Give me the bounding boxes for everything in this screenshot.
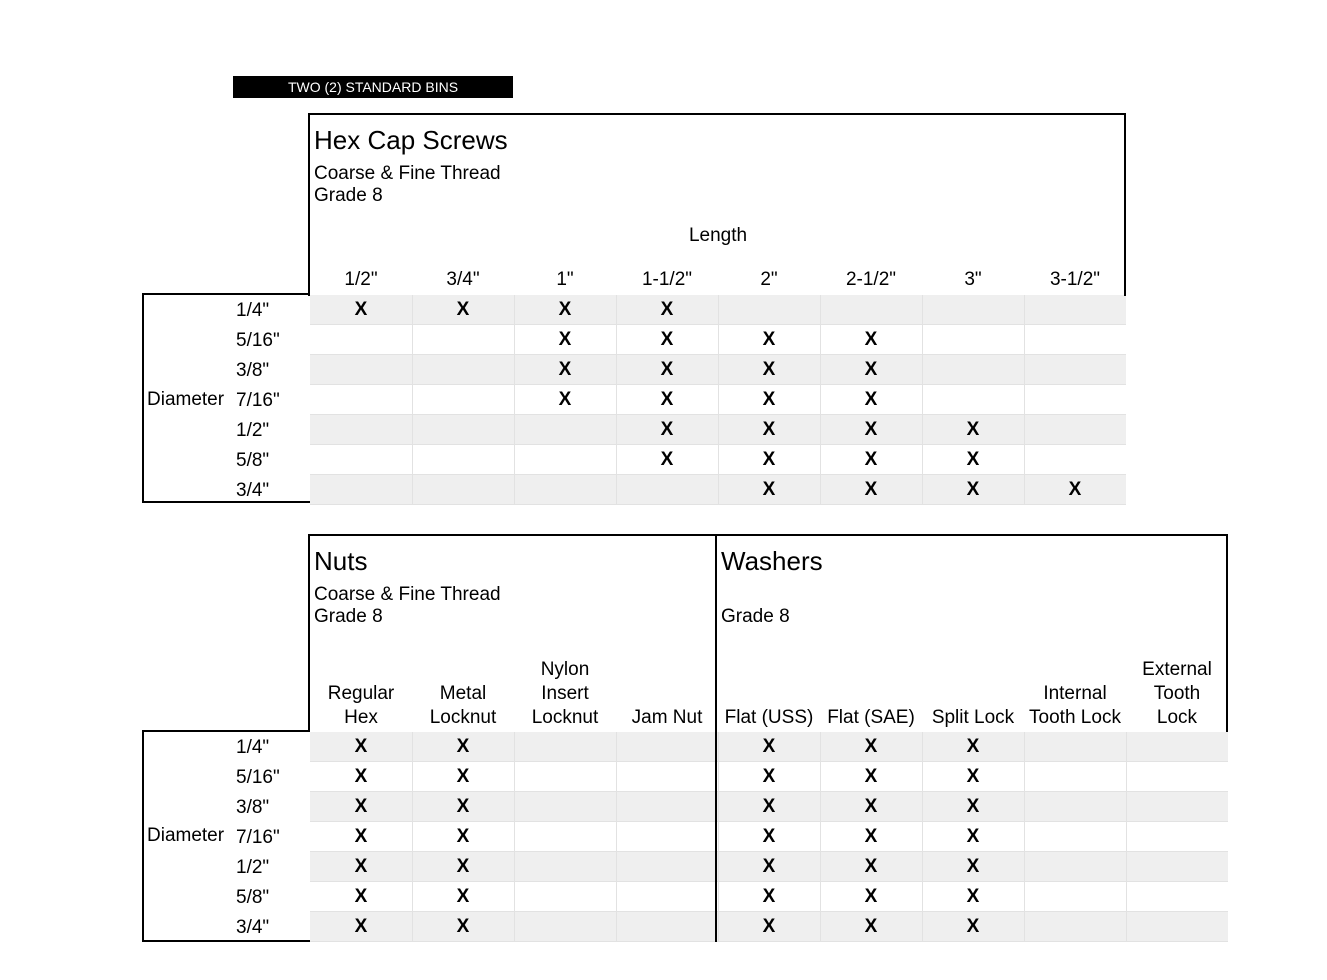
bottom-row-label: 1/4" xyxy=(236,737,270,758)
hex-column-header: 1/2" xyxy=(344,269,378,290)
bottom-mark: X xyxy=(762,736,776,757)
nuts-column-header: Insert xyxy=(541,683,589,704)
hex-mark: X xyxy=(966,449,980,470)
hex-mark: X xyxy=(660,359,674,380)
hex-mark: X xyxy=(864,449,878,470)
hex-mark: X xyxy=(762,479,776,500)
hex-mark: X xyxy=(864,479,878,500)
hex-mark: X xyxy=(762,389,776,410)
bottom-mark: X xyxy=(354,766,368,787)
hex-column-divider xyxy=(514,295,515,505)
bottom-mark: X xyxy=(354,886,368,907)
hex-mark: X xyxy=(660,389,674,410)
hex-column-divider xyxy=(922,295,923,505)
bottom-mark: X xyxy=(456,856,470,877)
bottom-mark: X xyxy=(456,916,470,937)
bottom-column-divider xyxy=(412,732,413,942)
nuts-subtitle-thread: Coarse & Fine Thread xyxy=(314,584,501,605)
bottom-column-divider xyxy=(718,732,719,942)
hex-column-header: 3/4" xyxy=(446,269,480,290)
bottom-mark: X xyxy=(966,766,980,787)
hex-mark: X xyxy=(864,389,878,410)
hex-column-divider xyxy=(718,295,719,505)
bottom-mark: X xyxy=(864,886,878,907)
nuts-washers-divider xyxy=(715,534,717,942)
bottom-row-label: 3/8" xyxy=(236,797,270,818)
hex-column-divider xyxy=(1024,295,1025,505)
hex-mark: X xyxy=(966,479,980,500)
bottom-mark: X xyxy=(966,886,980,907)
bottom-mark: X xyxy=(456,826,470,847)
hex-length-label: Length xyxy=(688,225,748,246)
bottom-column-divider xyxy=(1024,732,1025,942)
washers-title: Washers xyxy=(721,546,823,576)
bottom-row-label: 1/2" xyxy=(236,857,270,878)
hex-column-header: 2-1/2" xyxy=(845,269,897,290)
nuts-column-header: Hex xyxy=(344,707,378,728)
bottom-mark: X xyxy=(354,796,368,817)
hex-column-header: 3" xyxy=(964,269,982,290)
hex-row-label: 3/4" xyxy=(236,480,270,501)
washers-column-header: Lock xyxy=(1156,707,1198,728)
hex-column-header: 2" xyxy=(760,269,778,290)
washers-column-header: Tooth xyxy=(1153,683,1201,704)
bottom-mark: X xyxy=(966,916,980,937)
hex-diameter-label: Diameter xyxy=(147,389,225,410)
hex-mark: X xyxy=(660,449,674,470)
hex-mark: X xyxy=(558,389,572,410)
bottom-mark: X xyxy=(966,856,980,877)
hex-subtitle-grade: Grade 8 xyxy=(314,185,383,206)
bottom-mark: X xyxy=(864,826,878,847)
bottom-mark: X xyxy=(966,736,980,757)
nuts-column-header: Jam Nut xyxy=(631,707,703,728)
washers-column-header: Flat (USS) xyxy=(724,707,814,728)
washers-column-header: Internal xyxy=(1043,683,1107,704)
hex-row-label: 5/8" xyxy=(236,450,270,471)
washers-column-header: Tooth Lock xyxy=(1029,707,1121,728)
hex-column-divider xyxy=(820,295,821,505)
bottom-mark: X xyxy=(864,916,878,937)
washers-column-header: Flat (SAE) xyxy=(827,707,915,728)
hex-mark: X xyxy=(354,299,368,320)
hex-row-label: 3/8" xyxy=(236,360,270,381)
bottom-mark: X xyxy=(456,886,470,907)
washers-column-header: External xyxy=(1142,659,1212,680)
bottom-mark: X xyxy=(762,856,776,877)
hex-mark: X xyxy=(864,329,878,350)
bottom-mark: X xyxy=(354,856,368,877)
hex-mark: X xyxy=(660,419,674,440)
bottom-mark: X xyxy=(762,916,776,937)
bottom-mark: X xyxy=(456,736,470,757)
hex-mark: X xyxy=(762,359,776,380)
hex-mark: X xyxy=(660,299,674,320)
bottom-column-divider xyxy=(820,732,821,942)
bottom-column-divider xyxy=(1126,732,1127,942)
hex-mark: X xyxy=(864,359,878,380)
nuts-column-header: Nylon xyxy=(540,659,590,680)
bottom-column-divider xyxy=(616,732,617,942)
nuts-column-header: Locknut xyxy=(429,707,497,728)
bottom-mark: X xyxy=(354,916,368,937)
bottom-mark: X xyxy=(354,826,368,847)
hex-row-label: 7/16" xyxy=(236,390,280,411)
nuts-subtitle-grade: Grade 8 xyxy=(314,606,383,627)
bottom-mark: X xyxy=(762,796,776,817)
bottom-mark: X xyxy=(864,766,878,787)
hex-mark: X xyxy=(762,419,776,440)
hex-mark: X xyxy=(762,329,776,350)
bottom-mark: X xyxy=(354,736,368,757)
bottom-mark: X xyxy=(864,856,878,877)
hex-mark: X xyxy=(966,419,980,440)
hex-mark: X xyxy=(558,299,572,320)
hex-mark: X xyxy=(864,419,878,440)
bottom-mark: X xyxy=(762,826,776,847)
hex-row-label: 1/2" xyxy=(236,420,270,441)
bottom-mark: X xyxy=(966,826,980,847)
hex-title: Hex Cap Screws xyxy=(314,125,508,155)
hex-column-divider xyxy=(412,295,413,505)
bottom-row-label: 5/16" xyxy=(236,767,280,788)
bottom-mark: X xyxy=(762,766,776,787)
hex-column-header: 1" xyxy=(556,269,574,290)
bottom-diameter-label: Diameter xyxy=(147,825,225,846)
bottom-column-divider xyxy=(514,732,515,942)
hex-column-header: 3-1/2" xyxy=(1049,269,1101,290)
nuts-column-header: Metal xyxy=(439,683,487,704)
hex-mark: X xyxy=(660,329,674,350)
hex-row-label: 1/4" xyxy=(236,300,270,321)
washers-subtitle-grade: Grade 8 xyxy=(721,606,790,627)
bottom-row-label: 7/16" xyxy=(236,827,280,848)
bottom-column-divider xyxy=(922,732,923,942)
bottom-mark: X xyxy=(966,796,980,817)
hex-subtitle-thread: Coarse & Fine Thread xyxy=(314,163,501,184)
nuts-title: Nuts xyxy=(314,546,368,576)
hex-row-label: 5/16" xyxy=(236,330,280,351)
bottom-mark: X xyxy=(762,886,776,907)
hex-mark: X xyxy=(558,329,572,350)
bottom-mark: X xyxy=(864,796,878,817)
bottom-mark: X xyxy=(456,766,470,787)
hex-mark: X xyxy=(456,299,470,320)
bottom-row-label: 3/4" xyxy=(236,917,270,938)
nuts-column-header: Regular xyxy=(327,683,395,704)
hex-column-header: 1-1/2" xyxy=(641,269,693,290)
hex-mark: X xyxy=(1068,479,1082,500)
bins-banner: TWO (2) STANDARD BINS xyxy=(233,76,513,98)
bottom-mark: X xyxy=(456,796,470,817)
hex-column-divider xyxy=(616,295,617,505)
hex-mark: X xyxy=(558,359,572,380)
bottom-row-label: 5/8" xyxy=(236,887,270,908)
washers-column-header: Split Lock xyxy=(931,707,1015,728)
nuts-column-header: Locknut xyxy=(531,707,599,728)
hex-mark: X xyxy=(762,449,776,470)
bottom-mark: X xyxy=(864,736,878,757)
